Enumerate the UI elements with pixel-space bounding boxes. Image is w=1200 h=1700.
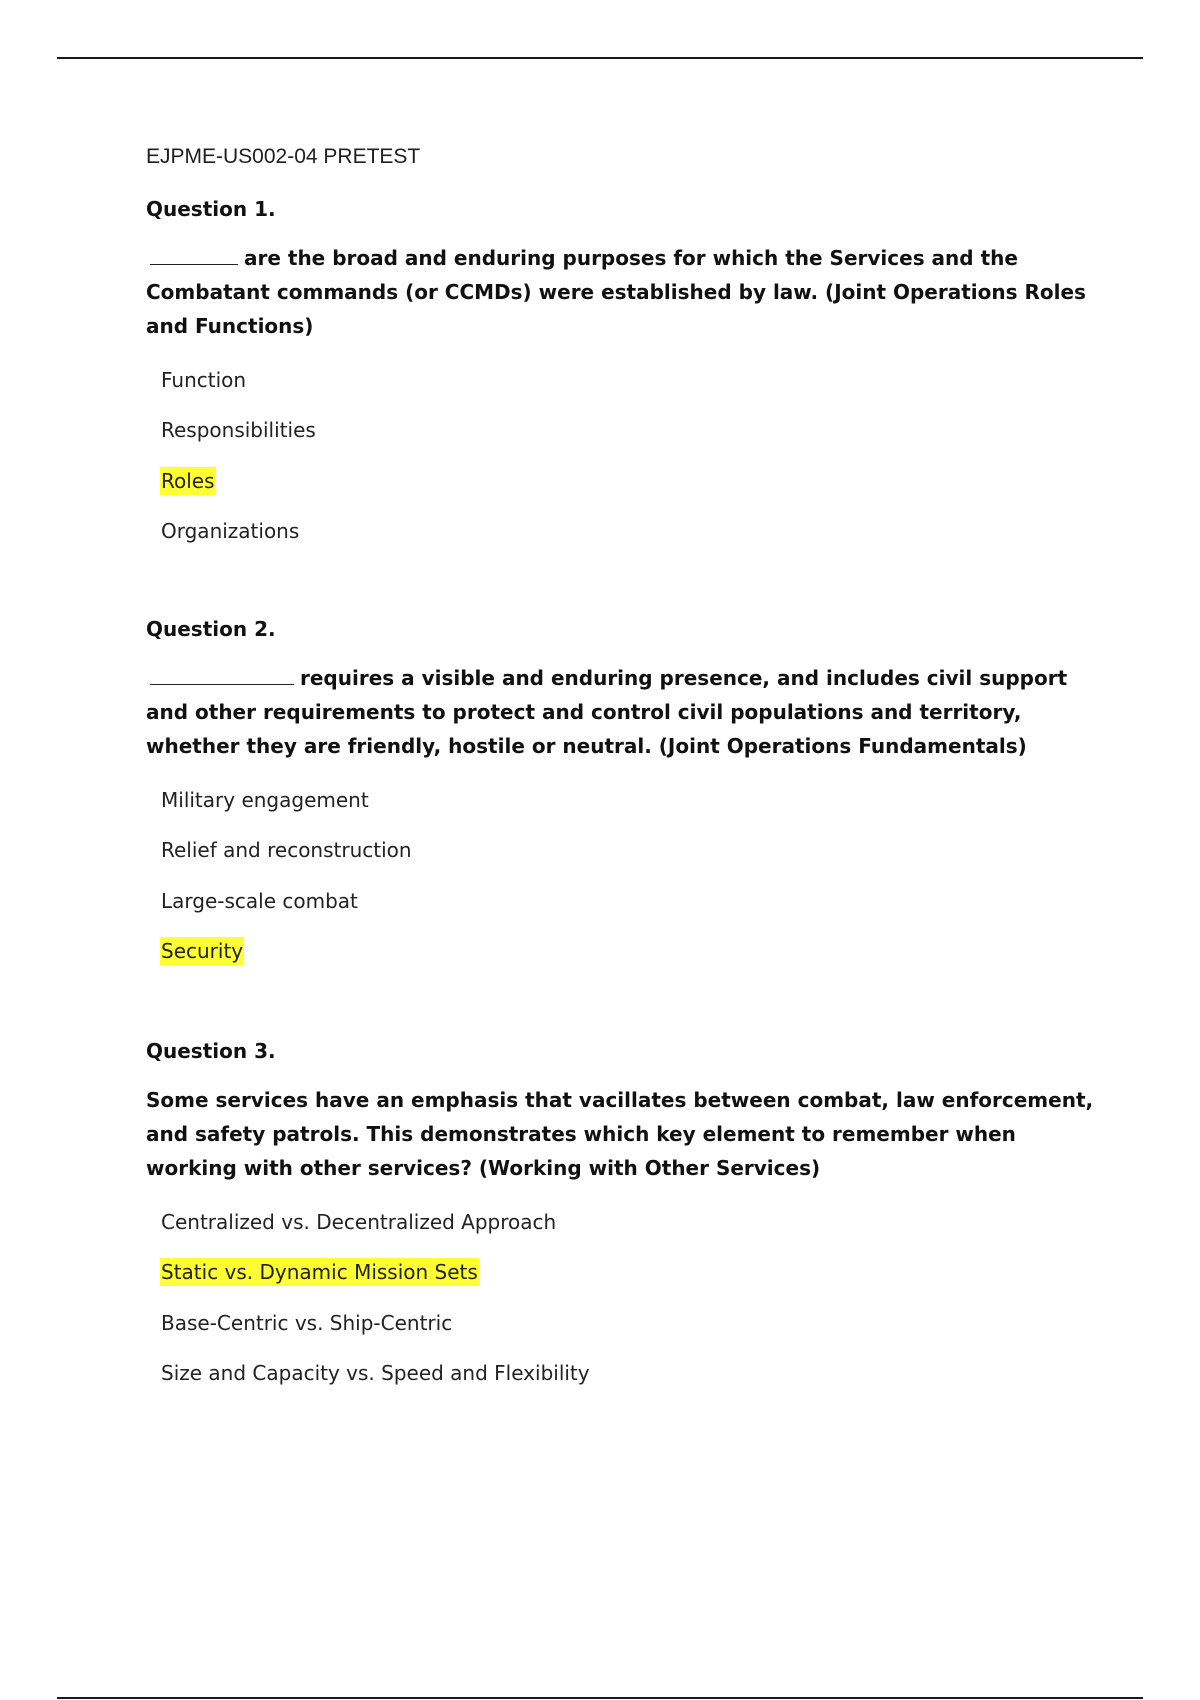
- answer-option-highlighted[interactable]: Static vs. Dynamic Mission Sets: [161, 1260, 478, 1284]
- answer-blank: [150, 246, 238, 265]
- question-text: [146, 1083, 1096, 1185]
- question-prompt: requires a visible and enduring presence, and includes civil support and other requirements to protect and control civil populations and territory, whether they are friendly, hostile or neutral. (Joint Operations Fundamentals): [146, 666, 1068, 758]
- document-title: EJPME-US002-04 PRETEST: [146, 145, 421, 168]
- question-prompt: Some services have an emphasis that vacillates between combat, law enforcement, and safety patrols. This demonstrates which key element to remember when working with other services? (Working with Other Services): [146, 1088, 1094, 1180]
- answer-option[interactable]: Responsibilities: [161, 418, 316, 442]
- answer-option-highlighted[interactable]: Roles: [161, 469, 215, 493]
- question-heading: Question 3.: [146, 1039, 276, 1063]
- question-3: [146, 1039, 1096, 1389]
- question-text: [146, 661, 1096, 763]
- answer-blank: [150, 666, 294, 685]
- answer-option-highlighted[interactable]: Security: [161, 939, 244, 963]
- question-1: [146, 197, 1096, 543]
- question-heading: Question 1.: [146, 197, 276, 221]
- question-2: [146, 617, 1096, 967]
- answer-option[interactable]: Military engagement: [161, 788, 369, 812]
- answer-option[interactable]: Size and Capacity vs. Speed and Flexibility: [161, 1361, 590, 1385]
- question-heading: Question 2.: [146, 617, 276, 641]
- answer-option[interactable]: Centralized vs. Decentralized Approach: [161, 1210, 557, 1234]
- answer-option[interactable]: Base-Centric vs. Ship-Centric: [161, 1311, 453, 1335]
- answer-option[interactable]: Organizations: [161, 519, 300, 543]
- answer-option[interactable]: Function: [161, 368, 247, 392]
- footer-rule: [57, 1697, 1143, 1699]
- answer-option[interactable]: Relief and reconstruction: [161, 838, 412, 862]
- answer-option[interactable]: Large-scale combat: [161, 889, 358, 913]
- header-rule: [57, 57, 1143, 59]
- question-text: [146, 241, 1096, 343]
- question-prompt: are the broad and enduring purposes for which the Services and the Combatant commands (or CCMDs) were established by law. (Joint Operations Roles and Functions): [146, 246, 1086, 338]
